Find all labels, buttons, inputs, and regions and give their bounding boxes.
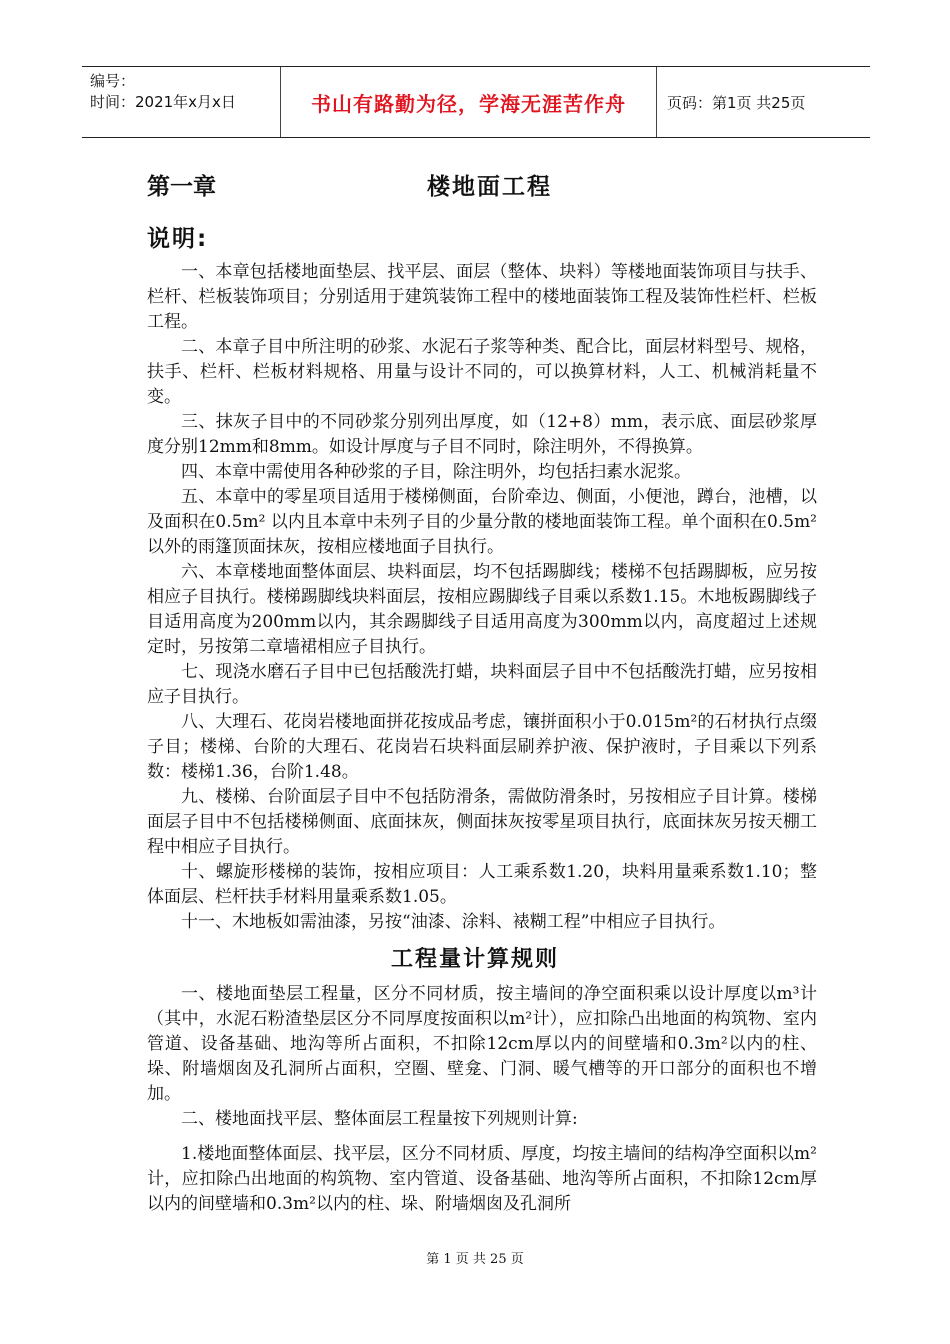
explanation-paragraph: 四、本章中需使用各种砂浆的子目，除注明外，均包括扫素水泥浆。 xyxy=(181,462,691,482)
rules-section xyxy=(147,982,817,1217)
explanation-paragraph: 十、螺旋形楼梯的装饰，按相应项目：人工乘系数1.20，块料用量乘系数1.10；整体面层、栏杆扶手材料用量乘系数1.05。 xyxy=(147,862,817,907)
explanation-paragraph: 五、本章中的零星项目适用于楼梯侧面，台阶牵边、侧面，小便池，蹲台，池槽，以及面积在0.5m² 以内且本章中未列子目的少量分散的楼地面装饰工程。单个面积在0.5m² 以外的雨篷顶面抹灰，按相应楼地面子目执行。 xyxy=(147,487,817,557)
header-date-label: 时间：2021年x月x日 xyxy=(90,93,236,111)
explanation-paragraph: 七、现浇水磨石子目中已包括酸洗打蜡，块料面层子目中不包括酸洗打蜡，应另按相应子目执行。 xyxy=(147,662,817,707)
header-motto: 书山有路勤为径，学海无涯苦作舟 xyxy=(281,67,657,137)
chapter-number: 第一章 xyxy=(147,174,216,200)
explanation-paragraph: 一、本章包括楼地面垫层、找平层、面层（整体、块料）等楼地面装饰项目与扶手、栏杆、栏板装饰项目；分别适用于建筑装饰工程中的楼地面装饰工程及装饰性栏杆、栏板工程。 xyxy=(147,262,817,332)
explanation-paragraph: 六、本章楼地面整体面层、块料面层，均不包括踢脚线；楼梯不包括踢脚板，应另按相应子目执行。楼梯踢脚线块料面层，按相应踢脚线子目乘以系数1.15。木地板踢脚线子目适用高度为200mm以内，其余踢脚线子目适用高度为300mm以内，高度超过上述规定时，另按第二章墙裙相应子目执行。 xyxy=(147,562,817,657)
explanation-paragraph: 九、楼梯、台阶面层子目中不包括防滑条，需做防滑条时，另按相应子目计算。楼梯面层子目中不包括楼梯侧面、底面抹灰，侧面抹灰按零星项目执行，底面抹灰另按天棚工程中相应子目执行。 xyxy=(147,787,817,857)
chapter-heading xyxy=(147,168,827,204)
header-page-info: 页码：第1页 共25页 xyxy=(667,93,806,112)
explanation-heading: 说明: xyxy=(147,226,209,252)
explanation-paragraph: 八、大理石、花岗岩楼地面拼花按成品考虑，镶拼面积小于0.015m²的石材执行点缀子目；楼梯、台阶的大理石、花岗岩石块料面层刷养护液、保护液时，子目乘以下列系数：楼梯1.36，台阶1.48。 xyxy=(147,712,817,782)
explanation-section xyxy=(147,260,817,935)
header-table xyxy=(82,66,870,138)
explanation-paragraph: 十一、木地板如需油漆，另按“油漆、涂料、裱糊工程”中相应子目执行。 xyxy=(181,912,726,932)
rules-heading: 工程量计算规则 xyxy=(390,947,559,972)
rules-paragraph: 1.楼地面整体面层、找平层，区分不同材质、厚度，均按主墙间的结构净空面积以m²计，应扣除凸出地面的构筑物、室内管道、设备基础、地沟等所占面积，不扣除12cm厚以内的间壁墙和0.3m²以内的柱、垛、附墙烟囱及孔洞所 xyxy=(147,1144,817,1214)
explanation-paragraph: 二、本章子目中所注明的砂浆、水泥石子浆等种类、配合比，面层材料型号、规格，扶手、栏杆、栏板材料规格、用量与设计不同的，可以换算材料，人工、机械消耗量不变。 xyxy=(147,337,817,407)
header-number-label: 编号： xyxy=(90,72,136,90)
page-footer: 第 1 页 共 25 页 xyxy=(426,1252,524,1267)
rules-paragraph: 一、楼地面垫层工程量，区分不同材质，按主墙间的净空面积乘以设计厚度以m³计（其中，水泥石粉渣垫层区分不同厚度按面积以m²计），应扣除凸出地面的构筑物、室内管道、设备基础、地沟等所占面积，不扣除12cm厚以内的间壁墙和0.3m²以内的柱、垛、附墙烟囱及孔洞所占面积，空圈、壁龛、门洞、暖气槽等的开口部分的面积也不增加。 xyxy=(147,984,817,1104)
chapter-title: 楼地面工程 xyxy=(427,174,552,200)
explanation-paragraph: 三、抹灰子目中的不同砂浆分别列出厚度，如（12+8）mm，表示底、面层砂浆厚度分别12mm和8mm。如设计厚度与子目不同时，除注明外，不得换算。 xyxy=(147,412,817,457)
rules-paragraph: 二、楼地面找平层、整体面层工程量按下列规则计算: xyxy=(181,1109,578,1129)
header-left-cell xyxy=(82,67,281,137)
